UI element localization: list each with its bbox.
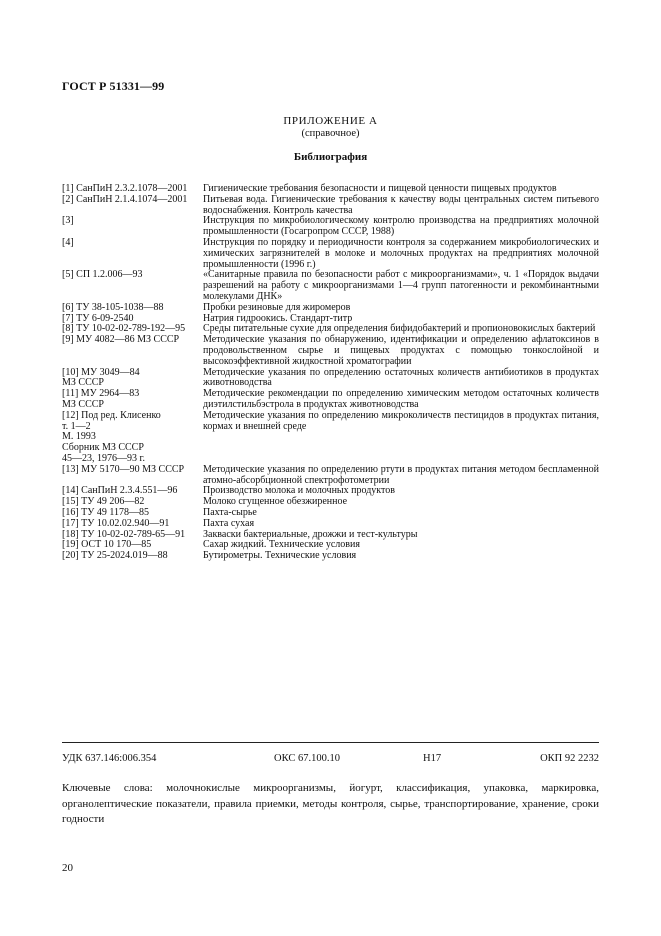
bibliography-title: Методические указания по обнаружению, идентификации и определению афлатоксинов в продовольственном сырье и пищевых продуктах с помощью тонкослойной и высокоэффективной жидкостной хроматографии <box>203 334 599 367</box>
udk-code: УДК 637.146:006.354 <box>62 753 157 764</box>
bibliography-ref: [15] ТУ 49 206—82 <box>62 496 145 508</box>
bibliography-title: Методические указания по определению ртути в продуктах питания методом беспламенной атомно-абсорбционной спектрофотометрии <box>203 463 599 486</box>
keywords: Ключевые слова: молочнокислые микроорганизмы, йогурт, классификация, упаковка, маркировка, органолептические показатели, правила приемки, методы контроля, сырье, транспортирование, хранение, сроки годности <box>62 782 599 825</box>
bibliography-title: Молоко сгущенное обезжиренное <box>203 496 348 508</box>
bibliography-ref: [20] ТУ 25-2024.019—88 <box>62 550 168 562</box>
bibliography-title: Питьевая вода. Гигиенические требования к качеству воды центральных систем питьевого водоснабжения. Контроль качества <box>203 193 599 216</box>
bibliography-title: Инструкция по порядку и периодичности контроля за содержанием микробиологических и химических загрязнителей в молоке и молочных продуктах на предприятиях молочной промышленности (1996 г.) <box>203 236 599 270</box>
page-number: 20 <box>62 862 73 874</box>
bibliography-title: Натрия гидроокись. Стандарт-титр <box>203 312 353 324</box>
bibliography-title: Инструкция по микробиологическому контролю производства на предприятиях молочной промышленности (Госагропром СССР, 1988) <box>203 215 599 238</box>
bibliography-title: Пахта сухая <box>203 517 255 529</box>
oks-code: ОКС 67.100.10 <box>274 753 340 764</box>
bibliography-ref: [4] <box>62 236 74 248</box>
appendix-title: ПРИЛОЖЕНИЕ А <box>283 115 378 127</box>
document-header: ГОСТ Р 51331—99 <box>62 79 165 93</box>
bibliography-ref: [2] СанПиН 2.1.4.1074—2001 <box>62 193 188 205</box>
bibliography-title: Методические указания по определению микроколичеств пестицидов в продуктах питания, кормах и внешней среде <box>203 409 599 432</box>
bibliography-entry <box>62 411 599 465</box>
okp-code: ОКП 92 2232 <box>540 753 599 764</box>
bibliography-ref: [8] ТУ 10-02-02-789-192—95 <box>62 323 186 335</box>
bibliography-ref: [6] ТУ 38-105-1038—88 <box>62 301 164 313</box>
bibliography-ref: [11] МУ 2964—83 МЗ СССР <box>62 388 140 410</box>
bibliography-entry <box>62 389 599 411</box>
bibliography-entry <box>62 216 599 238</box>
bibliography-ref: [19] ОСТ 10 170—85 <box>62 539 152 551</box>
bibliography-ref: [3] <box>62 215 74 227</box>
bibliography-ref: [14] СанПиН 2.3.4.551—96 <box>62 485 178 497</box>
bibliography-title: Сахар жидкий. Технические условия <box>203 539 360 551</box>
bibliography-title: Пробки резиновые для жиромеров <box>203 301 351 313</box>
bibliography-entry <box>62 335 599 367</box>
bibliography-entry <box>62 238 599 270</box>
bibliography-title: Методические рекомендации по определению химическим методом остаточных количеств диэтилстильбэстрола в продуктах животноводства <box>203 388 599 410</box>
bibliography-ref: [17] ТУ 10.02.02.940—91 <box>62 517 170 529</box>
bibliography-ref: [18] ТУ 10-02-02-789-65—91 <box>62 528 186 540</box>
bibliography-heading: Библиография <box>293 151 368 163</box>
bibliography-entry <box>62 303 599 314</box>
bibliography-title: Гигиенические требования безопасности и пищевой ценности пищевых продуктов <box>203 183 557 194</box>
bibliography-ref: [5] СП 1.2.006—93 <box>62 269 143 281</box>
bibliography-title: «Санитарные правила по безопасности работ с микроорганизмами», ч. 1 «Порядок выдачи разрешений на работу с микроорганизмами 1—4 групп патогенности и рекомбинантными молекулами ДНК» <box>203 269 599 302</box>
bibliography-entry <box>62 368 599 390</box>
bibliography-entry <box>62 195 599 217</box>
bibliography-ref: [12] Под ред. Клисенко т. 1—2 М. 1993 Сборник МЗ СССР 45—23, 1976—93 г. <box>62 409 161 464</box>
footer-divider <box>62 742 599 743</box>
bibliography-ref: [1] СанПиН 2.3.2.1078—2001 <box>62 183 188 194</box>
appendix-subtitle: (справочное) <box>301 128 360 139</box>
bibliography-ref: [7] ТУ 6-09-2540 <box>62 312 134 324</box>
bibliography-ref: [16] ТУ 49 1178—85 <box>62 506 149 518</box>
bibliography-title: Закваски бактериальные, дрожжи и тест-культуры <box>203 528 418 540</box>
bibliography-title: Методические указания по определению остаточных количеств антибиотиков в продуктах животноводства <box>203 366 599 389</box>
bibliography-title: Производство молока и молочных продуктов <box>203 485 395 497</box>
bibliography-title: Бутирометры. Технические условия <box>203 550 357 562</box>
bibliography-entry <box>62 519 599 530</box>
bibliography-title: Среды питательные сухие для определения бифидобактерий и пропионовокислых бактерий <box>203 323 596 335</box>
bibliography-ref: [13] МУ 5170—90 МЗ СССР <box>62 463 185 475</box>
bibliography-entry <box>62 465 599 487</box>
group-code: Н17 <box>423 753 442 764</box>
bibliography-entry <box>62 270 599 302</box>
bibliography-ref: [9] МУ 4082—86 МЗ СССР <box>62 334 180 346</box>
bibliography-title: Пахта-сырье <box>203 506 257 518</box>
bibliography-entry <box>62 551 599 562</box>
bibliography-ref: [10] МУ 3049—84 МЗ СССР <box>62 366 140 389</box>
bibliography-list <box>62 184 599 562</box>
